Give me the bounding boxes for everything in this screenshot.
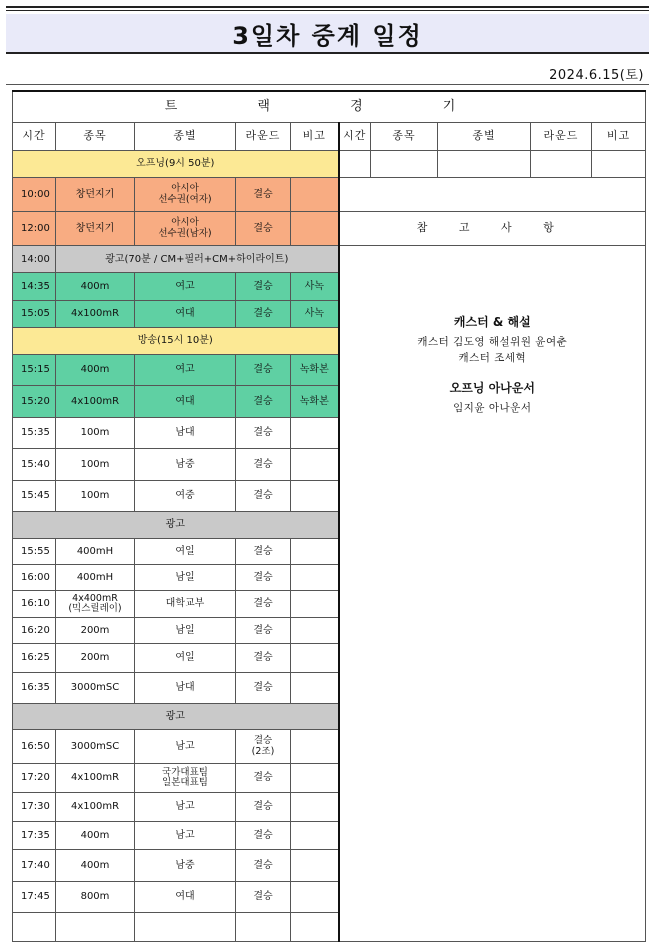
column-header: 라운드: [236, 123, 291, 151]
round-cell: 결승: [236, 821, 291, 850]
category-cell: 여대: [135, 300, 236, 327]
right-empty-cell: [438, 151, 531, 178]
event-cell: 100m: [56, 417, 135, 449]
note-cell: [291, 850, 339, 882]
title-rule: [6, 6, 649, 8]
category-cell: 남중: [135, 850, 236, 882]
event-cell: 4x100mR: [56, 300, 135, 327]
event-cell: 4x400mR (믹스릴레이): [56, 591, 135, 617]
column-header: 비고: [592, 123, 646, 151]
note-cell: 녹화본: [291, 386, 339, 418]
round-cell: 결승: [236, 417, 291, 449]
ad-cell: 광고(70분 / CM+필러+CM+하이라이트): [56, 246, 339, 273]
event-cell: 4x100mR: [56, 792, 135, 821]
category-cell: 여대: [135, 386, 236, 418]
time-cell: 15:45: [13, 480, 56, 512]
round-cell: 결승: [236, 178, 291, 212]
column-header: 종별: [438, 123, 531, 151]
round-cell: 결승: [236, 354, 291, 386]
time-cell: 15:40: [13, 449, 56, 481]
opening-title: 오프닝 아나운서: [449, 381, 535, 396]
column-header: 종별: [135, 123, 236, 151]
note-cell: [291, 792, 339, 821]
time-cell: 10:00: [13, 178, 56, 212]
caster-line: 캐스터 조세혁: [458, 352, 527, 365]
round-cell: 결승: [236, 480, 291, 512]
category-cell: 대학교부: [135, 591, 236, 617]
event-cell: 800m: [56, 881, 135, 913]
note-cell: [291, 881, 339, 913]
category-cell: 남고: [135, 792, 236, 821]
right-empty-cell: [371, 151, 438, 178]
notes-header: 참 고 사 항: [339, 212, 646, 246]
caster-title: 캐스터 & 해설: [453, 315, 531, 330]
note-cell: [291, 617, 339, 643]
round-cell: 결승 (2조): [236, 730, 291, 764]
round-cell: 결승: [236, 881, 291, 913]
category-cell: 여중: [135, 480, 236, 512]
event-cell: 400m: [56, 354, 135, 386]
time-cell: 14:35: [13, 273, 56, 300]
time-cell: 12:00: [13, 212, 56, 246]
round-cell: 결승: [236, 643, 291, 672]
category-cell: 남중: [135, 449, 236, 481]
time-cell: 15:05: [13, 300, 56, 327]
time-cell: 16:50: [13, 730, 56, 764]
category-cell: 여일: [135, 643, 236, 672]
time-cell: 15:35: [13, 417, 56, 449]
round-cell: 결승: [236, 538, 291, 564]
event-cell: 100m: [56, 480, 135, 512]
category-cell: 여고: [135, 354, 236, 386]
broadcast-banner: 방송(15시 10분): [13, 327, 339, 354]
event-cell: 100m: [56, 449, 135, 481]
category-cell: 남고: [135, 730, 236, 764]
note-cell: [291, 591, 339, 617]
round-cell: 결승: [236, 212, 291, 246]
category-cell: 남일: [135, 565, 236, 591]
category-cell: 여일: [135, 538, 236, 564]
note-cell: [291, 417, 339, 449]
time-cell: 17:20: [13, 764, 56, 793]
category-cell: 아시아 선수권(여자): [135, 178, 236, 212]
category-cell: 국가대표팀 일본대표팀: [135, 764, 236, 793]
round-cell: 결승: [236, 764, 291, 793]
note-cell: [291, 913, 339, 942]
date-rule: [6, 84, 649, 85]
note-cell: [291, 764, 339, 793]
page-title: 3일차 중계 일정: [6, 14, 649, 54]
note-cell: [291, 538, 339, 564]
note-cell: 사녹: [291, 273, 339, 300]
event-cell: 200m: [56, 617, 135, 643]
time-cell: 16:00: [13, 565, 56, 591]
track-header-row: [13, 91, 646, 123]
column-header: 라운드: [531, 123, 592, 151]
note-cell: [291, 449, 339, 481]
category-cell: [135, 913, 236, 942]
round-cell: 결승: [236, 850, 291, 882]
time-cell: 14:00: [13, 246, 56, 273]
event-cell: 200m: [56, 643, 135, 672]
column-header: 종목: [371, 123, 438, 151]
column-header-row: [13, 123, 646, 151]
category-cell: 아시아 선수권(남자): [135, 212, 236, 246]
caster-line: 캐스터 김도영 해설위원 윤여춘: [417, 335, 568, 348]
event-cell: 3000mSC: [56, 672, 135, 704]
time-cell: 17:45: [13, 881, 56, 913]
time-cell: 16:10: [13, 591, 56, 617]
round-cell: 결승: [236, 792, 291, 821]
event-cell: 400m: [56, 850, 135, 882]
time-cell: 17:30: [13, 792, 56, 821]
right-empty-cell: [531, 151, 592, 178]
note-cell: [291, 730, 339, 764]
event-cell: 400m: [56, 273, 135, 300]
time-cell: 15:15: [13, 354, 56, 386]
note-cell: 사녹: [291, 300, 339, 327]
note-cell: [291, 480, 339, 512]
time-cell: 15:20: [13, 386, 56, 418]
note-cell: [291, 672, 339, 704]
right-empty-cell: [339, 178, 646, 212]
ad-cell: 광고: [13, 704, 339, 730]
round-cell: 결승: [236, 565, 291, 591]
note-cell: [291, 178, 339, 212]
track-header: 트 랙 경 기: [13, 91, 646, 123]
column-header: 비고: [291, 123, 339, 151]
note-cell: [291, 821, 339, 850]
event-cell: 4x100mR: [56, 386, 135, 418]
category-cell: 여고: [135, 273, 236, 300]
schedule-date: 2024.6.15(토): [549, 68, 644, 83]
category-cell: 남대: [135, 672, 236, 704]
round-cell: 결승: [236, 300, 291, 327]
event-cell: 400mH: [56, 565, 135, 591]
event-cell: 3000mSC: [56, 730, 135, 764]
time-cell: [13, 913, 56, 942]
column-header: 시간: [339, 123, 371, 151]
time-cell: 17:35: [13, 821, 56, 850]
category-cell: 남일: [135, 617, 236, 643]
round-cell: 결승: [236, 449, 291, 481]
schedule-table: [12, 90, 646, 942]
right-empty-cell: [592, 151, 646, 178]
broadcast-banner: 오프닝(9시 50분): [13, 151, 339, 178]
title-rule: [6, 10, 649, 11]
event-cell: 400m: [56, 821, 135, 850]
note-cell: [291, 212, 339, 246]
note-cell: 녹화본: [291, 354, 339, 386]
event-cell: 창던지기: [56, 178, 135, 212]
time-cell: 15:55: [13, 538, 56, 564]
time-cell: 17:40: [13, 850, 56, 882]
round-cell: 결승: [236, 591, 291, 617]
notes-panel: [339, 246, 646, 942]
time-cell: 16:25: [13, 643, 56, 672]
event-cell: 400mH: [56, 538, 135, 564]
round-cell: 결승: [236, 386, 291, 418]
ad-cell: 광고: [13, 512, 339, 538]
round-cell: 결승: [236, 617, 291, 643]
category-cell: 여대: [135, 881, 236, 913]
table-row: [13, 151, 646, 178]
category-cell: 남고: [135, 821, 236, 850]
round-cell: [236, 913, 291, 942]
time-cell: 16:20: [13, 617, 56, 643]
column-header: 시간: [13, 123, 56, 151]
note-cell: [291, 643, 339, 672]
note-cell: [291, 565, 339, 591]
event-cell: 4x100mR: [56, 764, 135, 793]
table-row: [13, 178, 646, 212]
round-cell: 결승: [236, 273, 291, 300]
event-cell: 창던지기: [56, 212, 135, 246]
right-empty-cell: [339, 151, 371, 178]
title-bar: [6, 6, 649, 56]
opening-line: 임지윤 아나운서: [453, 401, 532, 414]
round-cell: 결승: [236, 672, 291, 704]
event-cell: [56, 913, 135, 942]
table-row: [13, 246, 646, 273]
category-cell: 남대: [135, 417, 236, 449]
table-row: [13, 212, 646, 246]
time-cell: 16:35: [13, 672, 56, 704]
column-header: 종목: [56, 123, 135, 151]
